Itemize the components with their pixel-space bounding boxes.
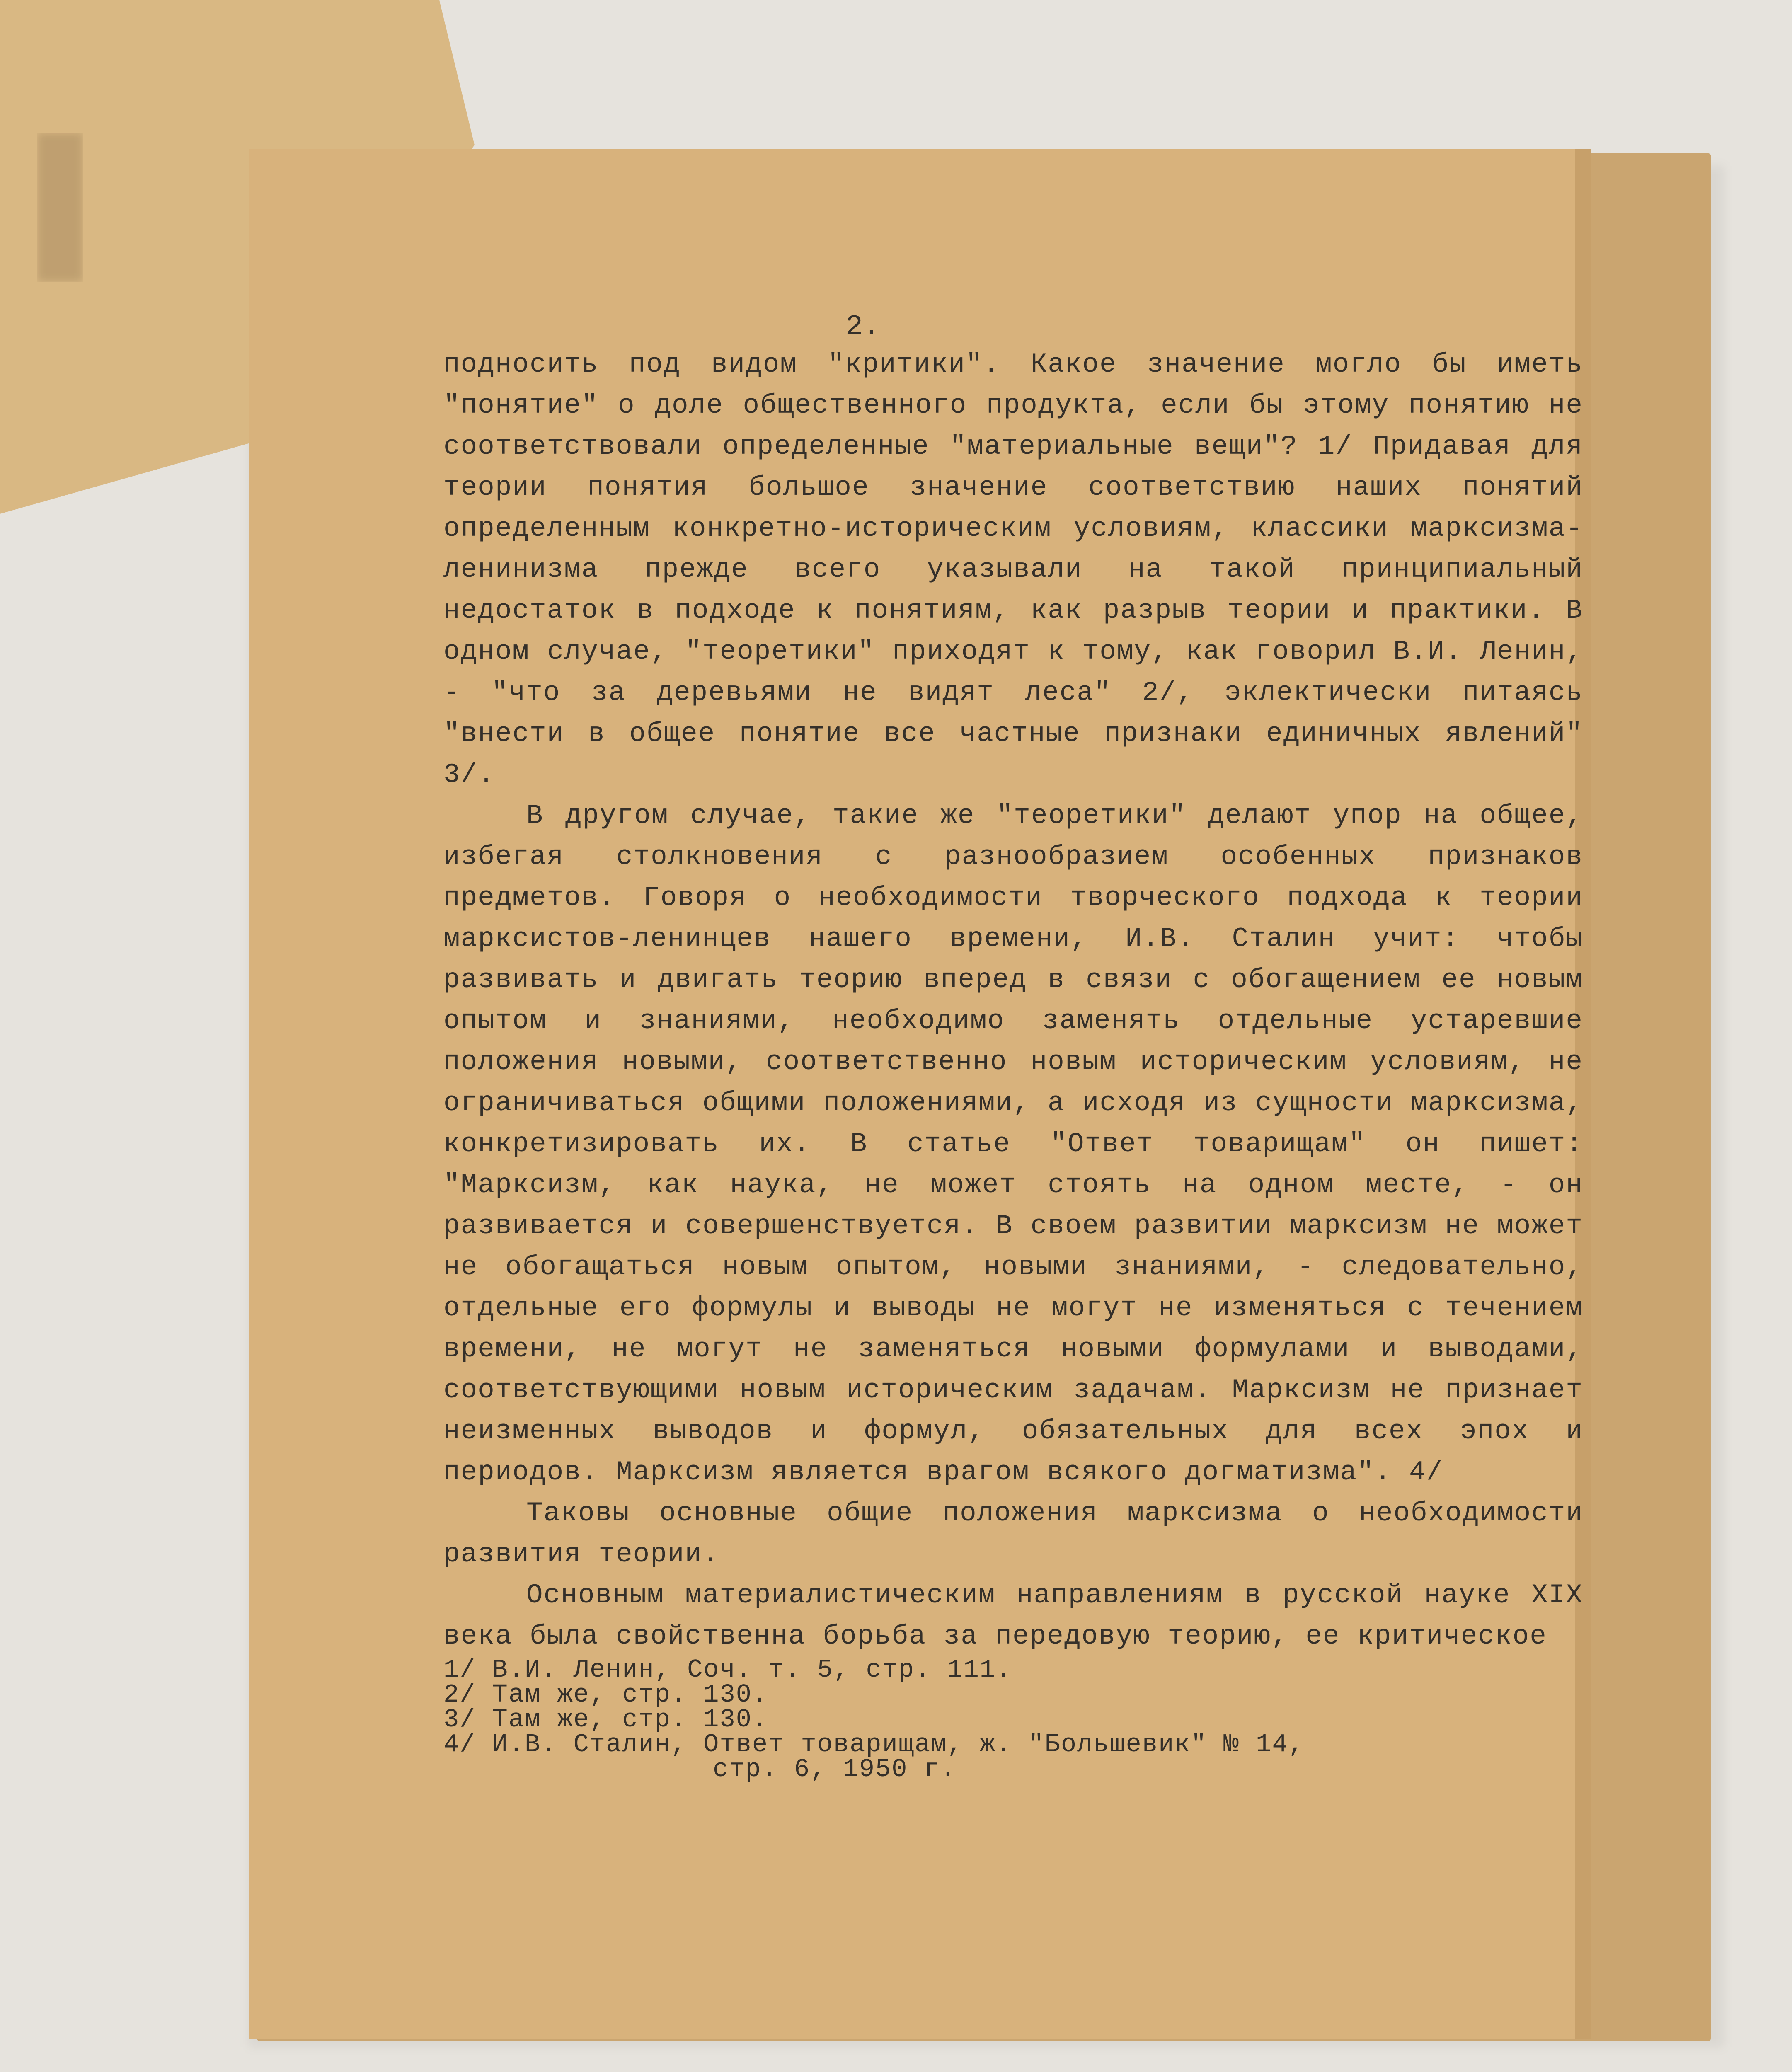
paragraph-2: В другом случае, такие же "теоретики" делают упор на общее, избегая столкновения с разнообразием особенных признаков предметов. Говоря о необходимости творческого подхода к теории марксистов-ленинцев нашего времени, И.В. Сталин учит: чтобы развивать и двигать теорию вперед в связи с обогащением ее новым опытом и знаниями, необходимо заменять отдельные устаревшие положения новыми, соответственно новым историческим условиям, не ограничиваться общими положениями, а исходя из сущности марксизма, конкретизировать их. В статье "Ответ товарищам" он пишет: "Марксизм, как наука, не может стоять на одном месте, - он развивается и совершенствуется. В своем развитии марксизм не может не обогащаться новым опытом, новыми знаниями, - следовательно, отдельные его формулы и выводы не могут не изменяться с течением времени, не могут не заменяться новыми формулами и выводами, соответствующими новым историческим задачам. Марксизм не признает неизменных выводов и формул, обязательных для всех эпох и периодов. Марксизм является врагом всякого догматизма". 4/: [443, 800, 1583, 1488]
paragraph-1: подносить под видом "критики". Какое значение могло бы иметь "понятие" о доле общественного продукта, если бы этому понятию не соответствовали определенные "материальные вещи"? 1/ Придавая для теории понятия большое значение соответствию наших понятий определенным конкретно-историческим условиям, классики марксизма-ленинизма прежде всего указывали на такой принципиальный недостаток в подходе к понятиям, как разрыв теории и практики. В одном случае, "теоретики" приходят к тому, как говорил В.И. Ленин, - "что за деревьями не видят леса" 2/, эклектически питаясь "внести в общее понятие все частные признаки единичных явлений" 3/.: [443, 349, 1583, 790]
underlying-page-text-blur: [37, 133, 83, 282]
footnote-3: 3/ Там же, стр. 130.: [443, 1705, 769, 1734]
paragraph-4: Основным материалистическим направлениям в русской науке XIX века была свойственна борьба за передовую теорию, ее критическое: [443, 1580, 1583, 1652]
footnote-1: 1/ В.И. Ленин, Соч. т. 5, стр. 111.: [443, 1655, 1012, 1685]
page-number: 2.: [845, 311, 881, 344]
footnote-4-continuation: стр. 6, 1950 г.: [713, 1755, 957, 1784]
footnotes: [443, 1655, 1521, 1784]
paragraph-3: Таковы основные общие положения марксизма о необходимости развития теории.: [443, 1498, 1583, 1570]
document-body: [443, 344, 1583, 1657]
footnote-2: 2/ Там же, стр. 130.: [443, 1680, 769, 1709]
footnote-4: 4/ И.В. Сталин, Ответ товарищам, ж. "Большевик" № 14,: [443, 1730, 1305, 1759]
